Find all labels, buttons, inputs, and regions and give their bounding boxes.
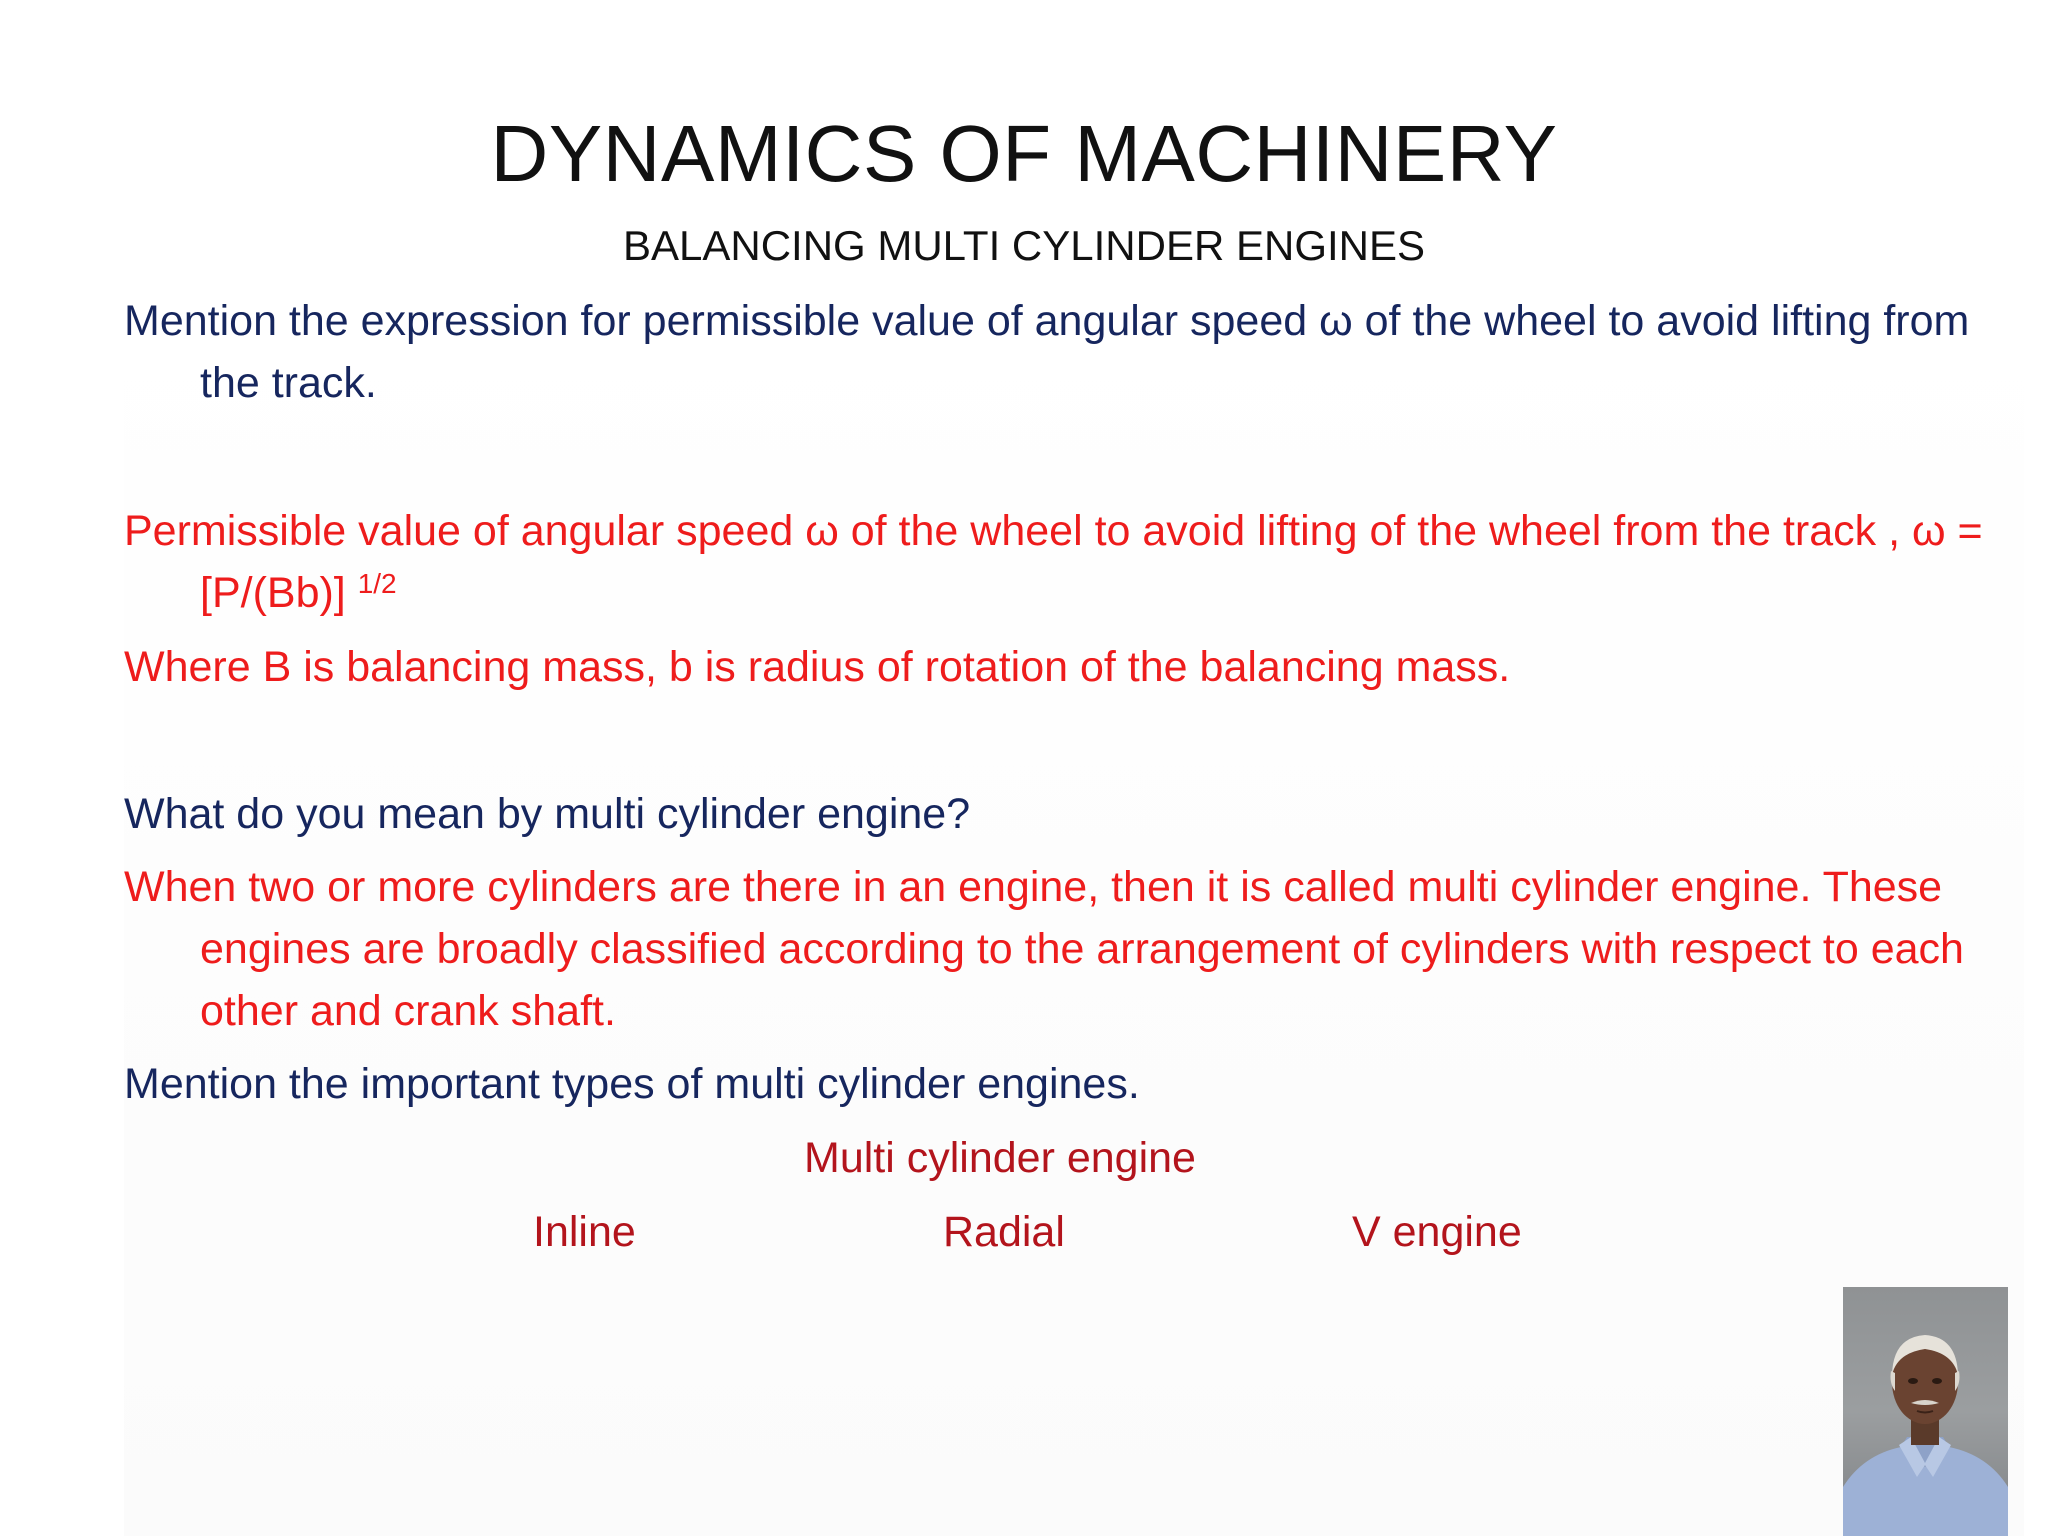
presenter-webcam [1843, 1287, 2008, 1536]
question-types: Mention the important types of multi cylinder engines. [124, 1060, 1140, 1108]
answer-angular-speed-text: Permissible value of angular speed ω of the wheel to avoid lifting of the wheel from the track , ω = [P/(Bb)] [124, 507, 1983, 617]
slide-subtitle: BALANCING MULTI CYLINDER ENGINES [622, 222, 1426, 269]
question-angular-speed: Mention the expression for permissible value of angular speed ω of the wheel to avoid lifting from the track. [124, 297, 1970, 407]
presenter-portrait-icon [1843, 1287, 2008, 1536]
classification-root: Multi cylinder engine [804, 1134, 1196, 1182]
formula-exponent: 1/2 [357, 568, 397, 599]
type-inline: Inline [533, 1208, 636, 1256]
answer-angular-speed [124, 500, 2020, 624]
question-multi-cylinder: What do you mean by multi cylinder engine? [124, 790, 971, 838]
type-v-engine: V engine [1352, 1208, 1522, 1256]
slide-title: DYNAMICS OF MACHINERY [490, 109, 1558, 198]
answer-multi-cylinder: When two or more cylinders are there in an engine, then it is called multi cylinder engine. These engines are broadly classified according to the arrangement of cylinders with respect to each other and crank shaft. [124, 863, 1964, 1035]
answer-where-clause: Where B is balancing mass, b is radius of rotation of the balancing mass. [124, 643, 1511, 691]
type-radial: Radial [943, 1208, 1065, 1256]
